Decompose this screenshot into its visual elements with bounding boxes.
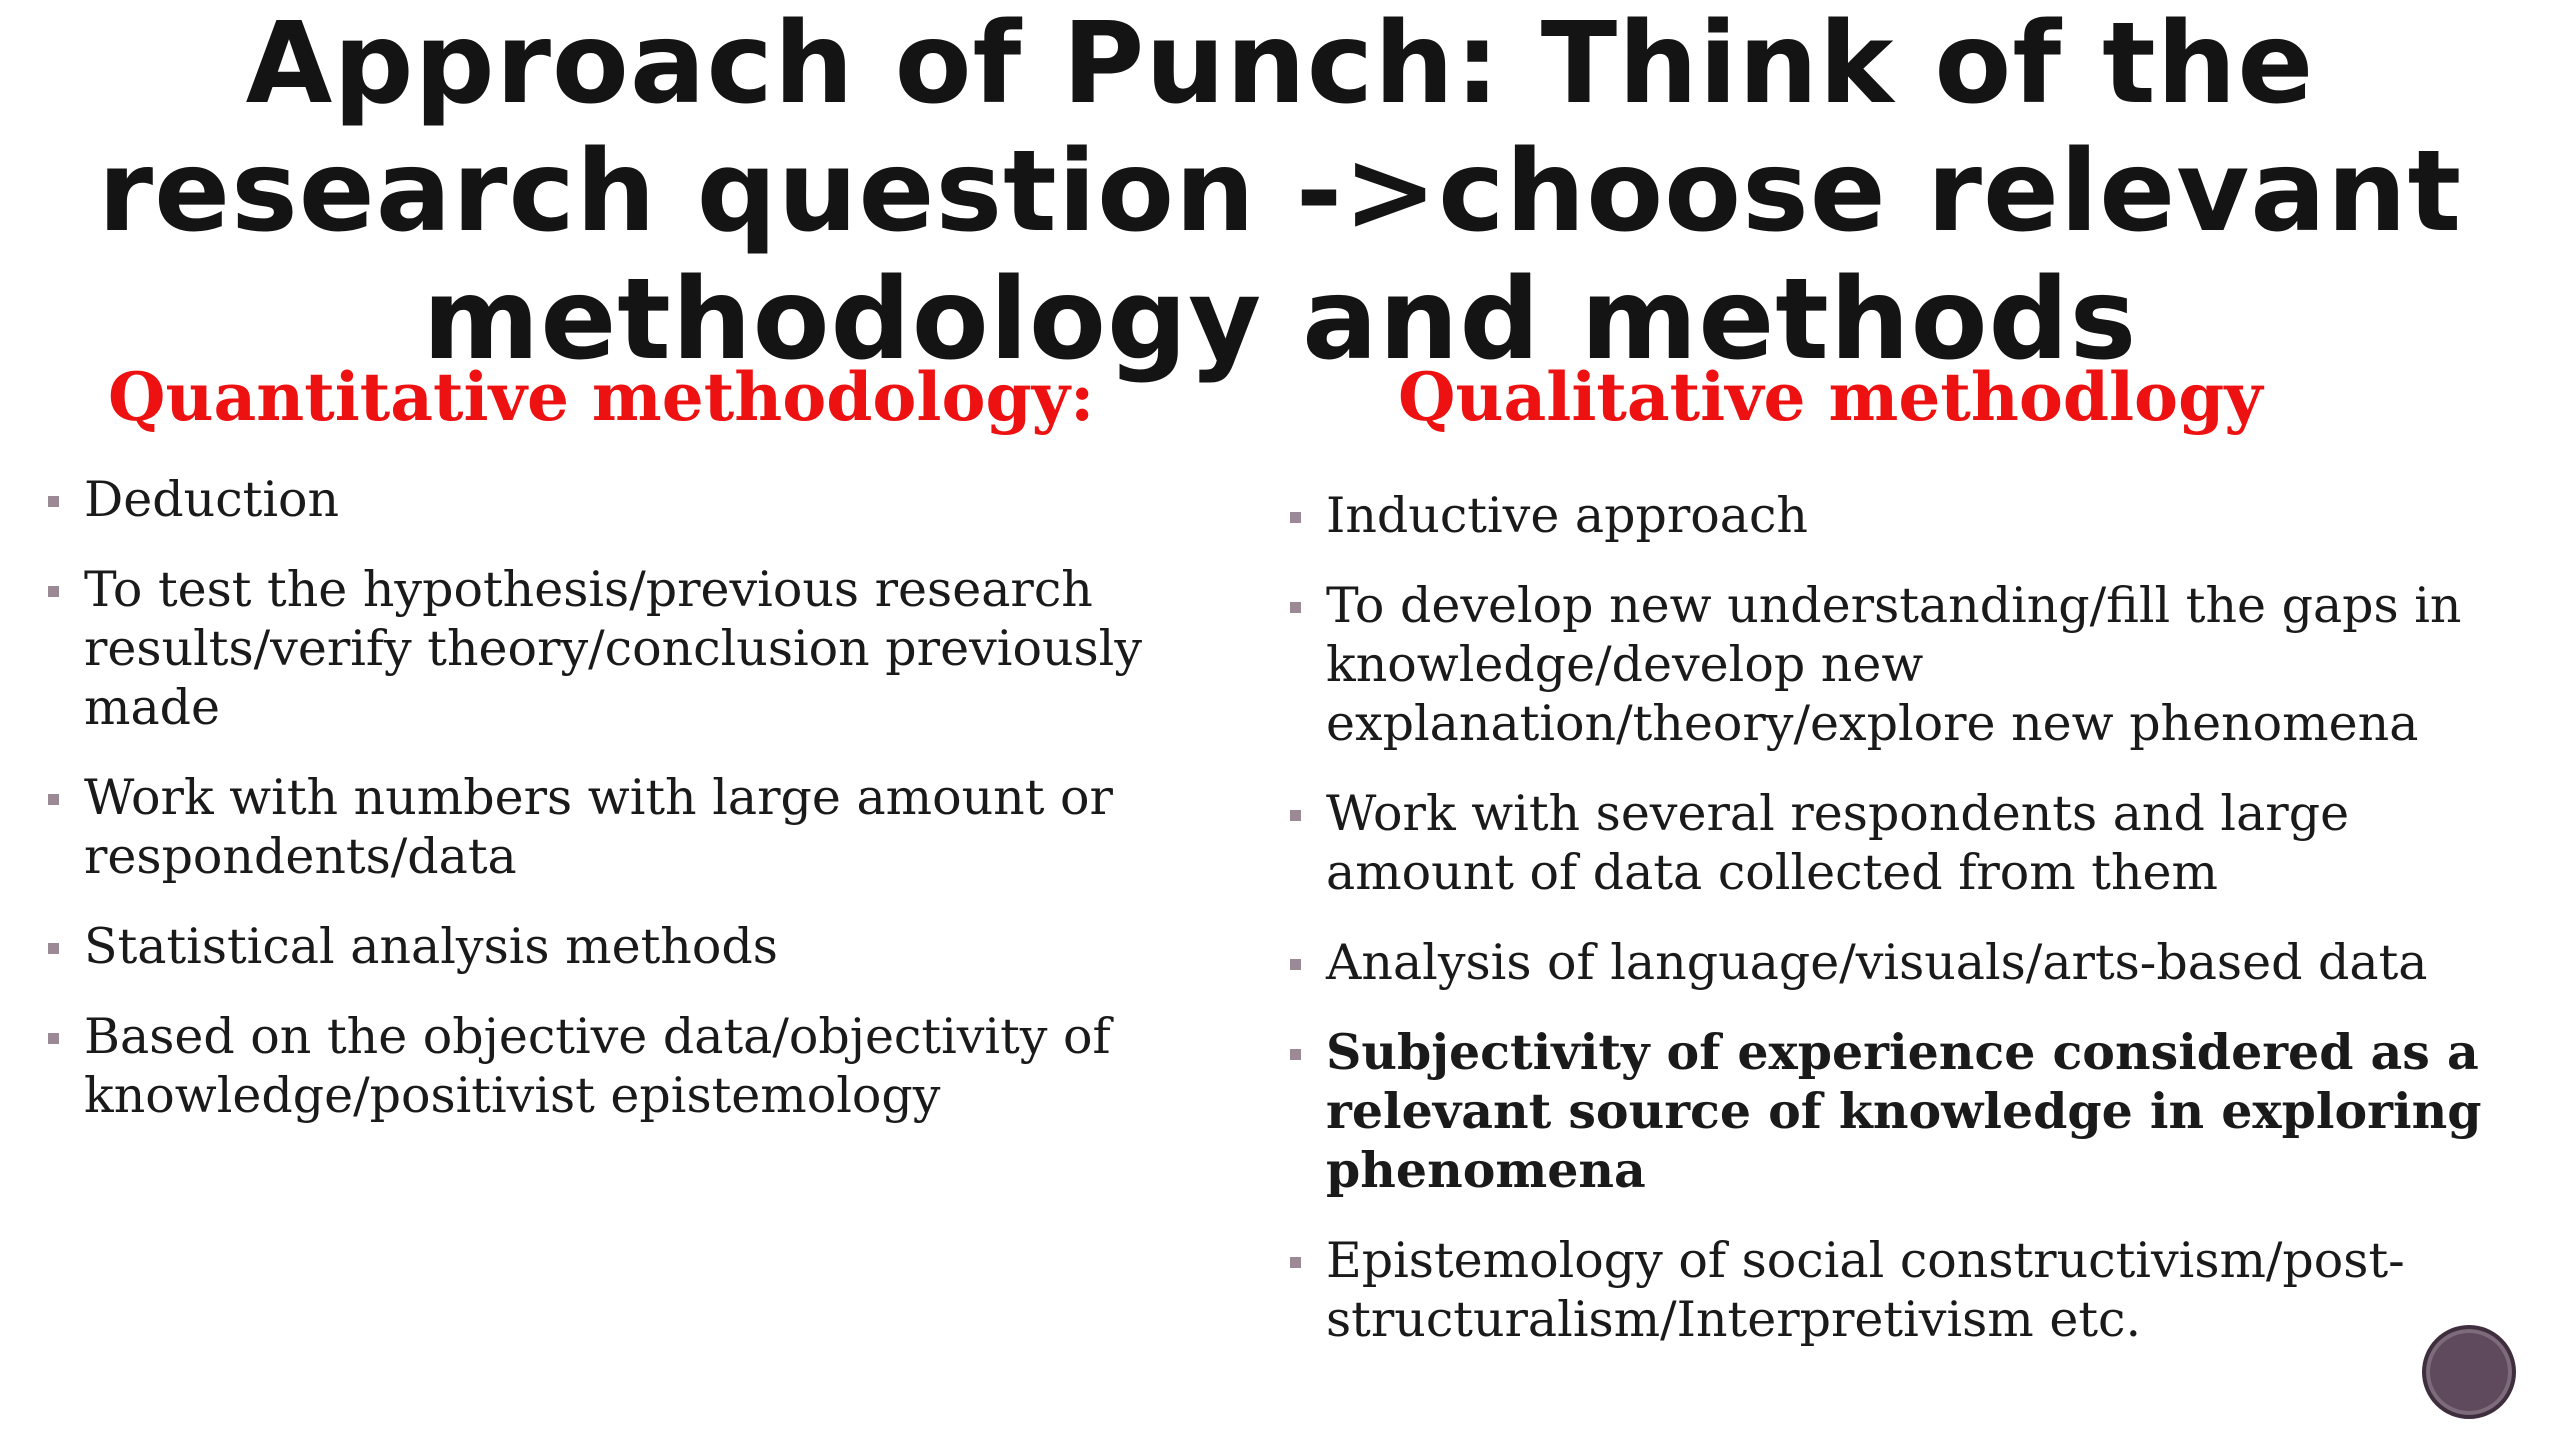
list-item — [48, 470, 1238, 529]
list-item — [48, 560, 1238, 737]
bullet-text: Based on the objective data/objectivity of knowledge/positivist epistemology — [84, 1008, 1111, 1124]
bullet-icon — [48, 496, 59, 507]
quantitative-heading: Quantitative methodology: — [108, 358, 1095, 436]
bullet-text: Statistical analysis methods — [84, 918, 778, 975]
bullet-text: Work with numbers with large amount or respondents/data — [84, 769, 1113, 885]
list-item — [1290, 933, 2530, 992]
bullet-icon — [1290, 512, 1301, 523]
list-item — [48, 917, 1238, 976]
qualitative-list — [1290, 486, 2530, 1380]
list-item-emphasized — [1290, 1023, 2530, 1200]
bullet-text: To develop new understanding/fill the gaps in knowledge/develop new explanation/theory/explore new phenomena — [1326, 577, 2462, 752]
bullet-text: To test the hypothesis/previous research results/verify theory/conclusion previously made — [84, 561, 1142, 736]
bullet-icon — [1290, 1049, 1301, 1060]
bullet-text: Subjectivity of experience considered as a relevant source of knowledge in exploring phenomena — [1326, 1023, 2482, 1199]
quantitative-list — [48, 470, 1238, 1156]
list-item — [1290, 576, 2530, 753]
bullet-icon — [1290, 1257, 1301, 1268]
bullet-icon — [1290, 602, 1301, 613]
list-item — [48, 1007, 1238, 1125]
list-item — [48, 768, 1238, 886]
slide-title: Approach of Punch: Think of the research question ->choose relevant methodology and methods — [97, 0, 2463, 385]
bullet-icon — [48, 794, 59, 805]
circle-nav-icon[interactable] — [2422, 1325, 2516, 1419]
bullet-icon — [48, 943, 59, 954]
bullet-text: Analysis of language/visuals/arts-based data — [1326, 934, 2428, 991]
list-item — [1290, 784, 2530, 902]
bullet-icon — [48, 586, 59, 597]
bullet-text: Epistemology of social constructivism/post-structuralism/Interpretivism etc. — [1326, 1232, 2405, 1348]
bullet-icon — [1290, 959, 1301, 970]
list-item — [1290, 486, 2530, 545]
bullet-text: Inductive approach — [1326, 487, 1808, 544]
qualitative-heading: Qualitative methodlogy — [1398, 358, 2263, 436]
bullet-text: Work with several respondents and large amount of data collected from them — [1326, 785, 2350, 901]
bullet-icon — [48, 1033, 59, 1044]
bullet-icon — [1290, 810, 1301, 821]
bullet-text: Deduction — [84, 471, 340, 528]
list-item — [1290, 1231, 2530, 1349]
